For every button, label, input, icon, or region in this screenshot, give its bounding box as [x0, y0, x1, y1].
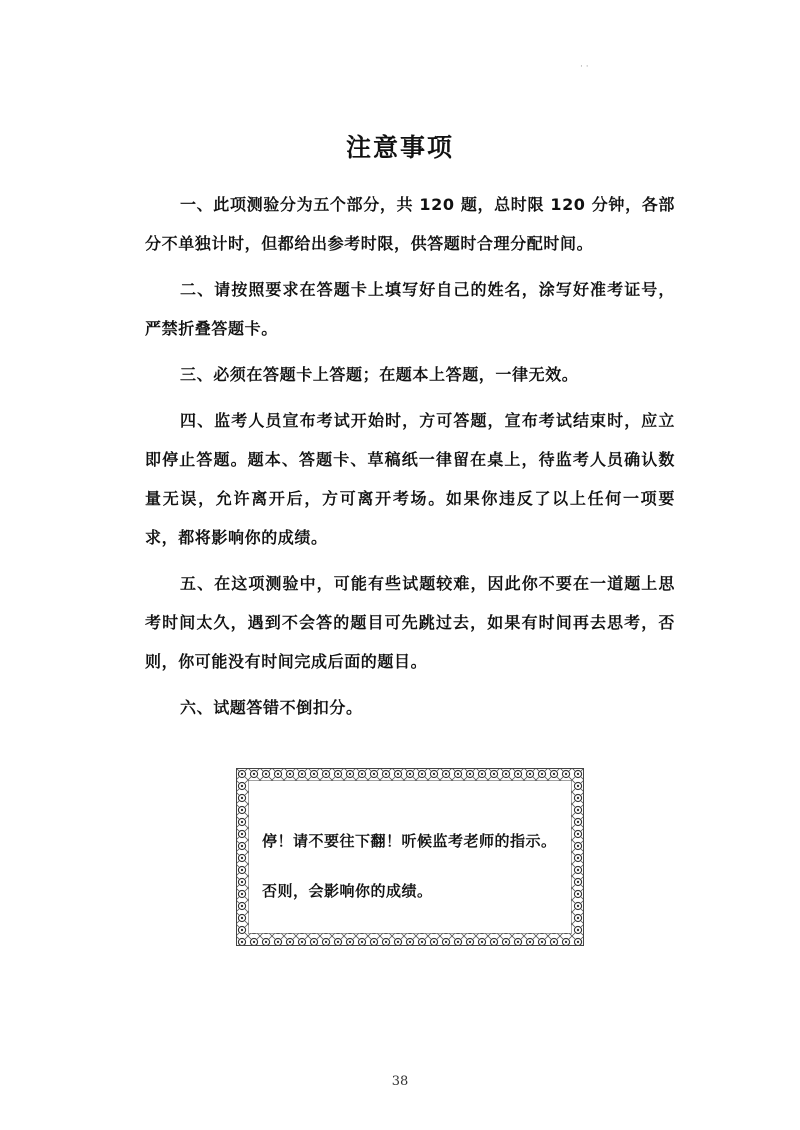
notice-item-1: 一、此项测验分为五个部分，共 120 题，总时限 120 分钟，各部分不单独计时，但都给出参考时限，供答题时合理分配时间。 — [145, 195, 675, 253]
notice-list — [145, 185, 675, 734]
stop-notice-line-2: 否则，会影响你的成绩。 — [262, 882, 433, 900]
notice-item-2: 二、请按照要求在答题卡上填写好自己的姓名，涂写好准考证号，严禁折叠答题卡。 — [145, 280, 675, 338]
notice-item-5: 五、在这项测验中，可能有些试题较难，因此你不要在一道题上思考时间太久，遇到不会答的题目可先跳过去，如果有时间再去思考，否则，你可能没有时间完成后面的题目。 — [145, 574, 675, 671]
stop-notice-line-1: 停！请不要往下翻！听候监考老师的指示。 — [262, 832, 557, 850]
notice-item-3: 三、必须在答题卡上答题；在题本上答题，一律无效。 — [180, 365, 579, 384]
ornamental-border — [236, 768, 584, 946]
notice-item-6: 六、试题答错不倒扣分。 — [180, 698, 363, 717]
notice-item-4: 四、监考人员宣布考试开始时，方可答题，宣布考试结束时，应立即停止答题。题本、答题卡、草稿纸一律留在桌上，待监考人员确认数量无误，允许离开后，方可离开考场。如果你违反了以上任何一项要求，都将影响你的成绩。 — [145, 411, 675, 547]
page-title: 注意事项 — [345, 133, 454, 162]
scan-specks: · · — [580, 62, 589, 72]
page-number: 38 — [391, 1074, 409, 1089]
stop-notice-box — [236, 768, 584, 946]
